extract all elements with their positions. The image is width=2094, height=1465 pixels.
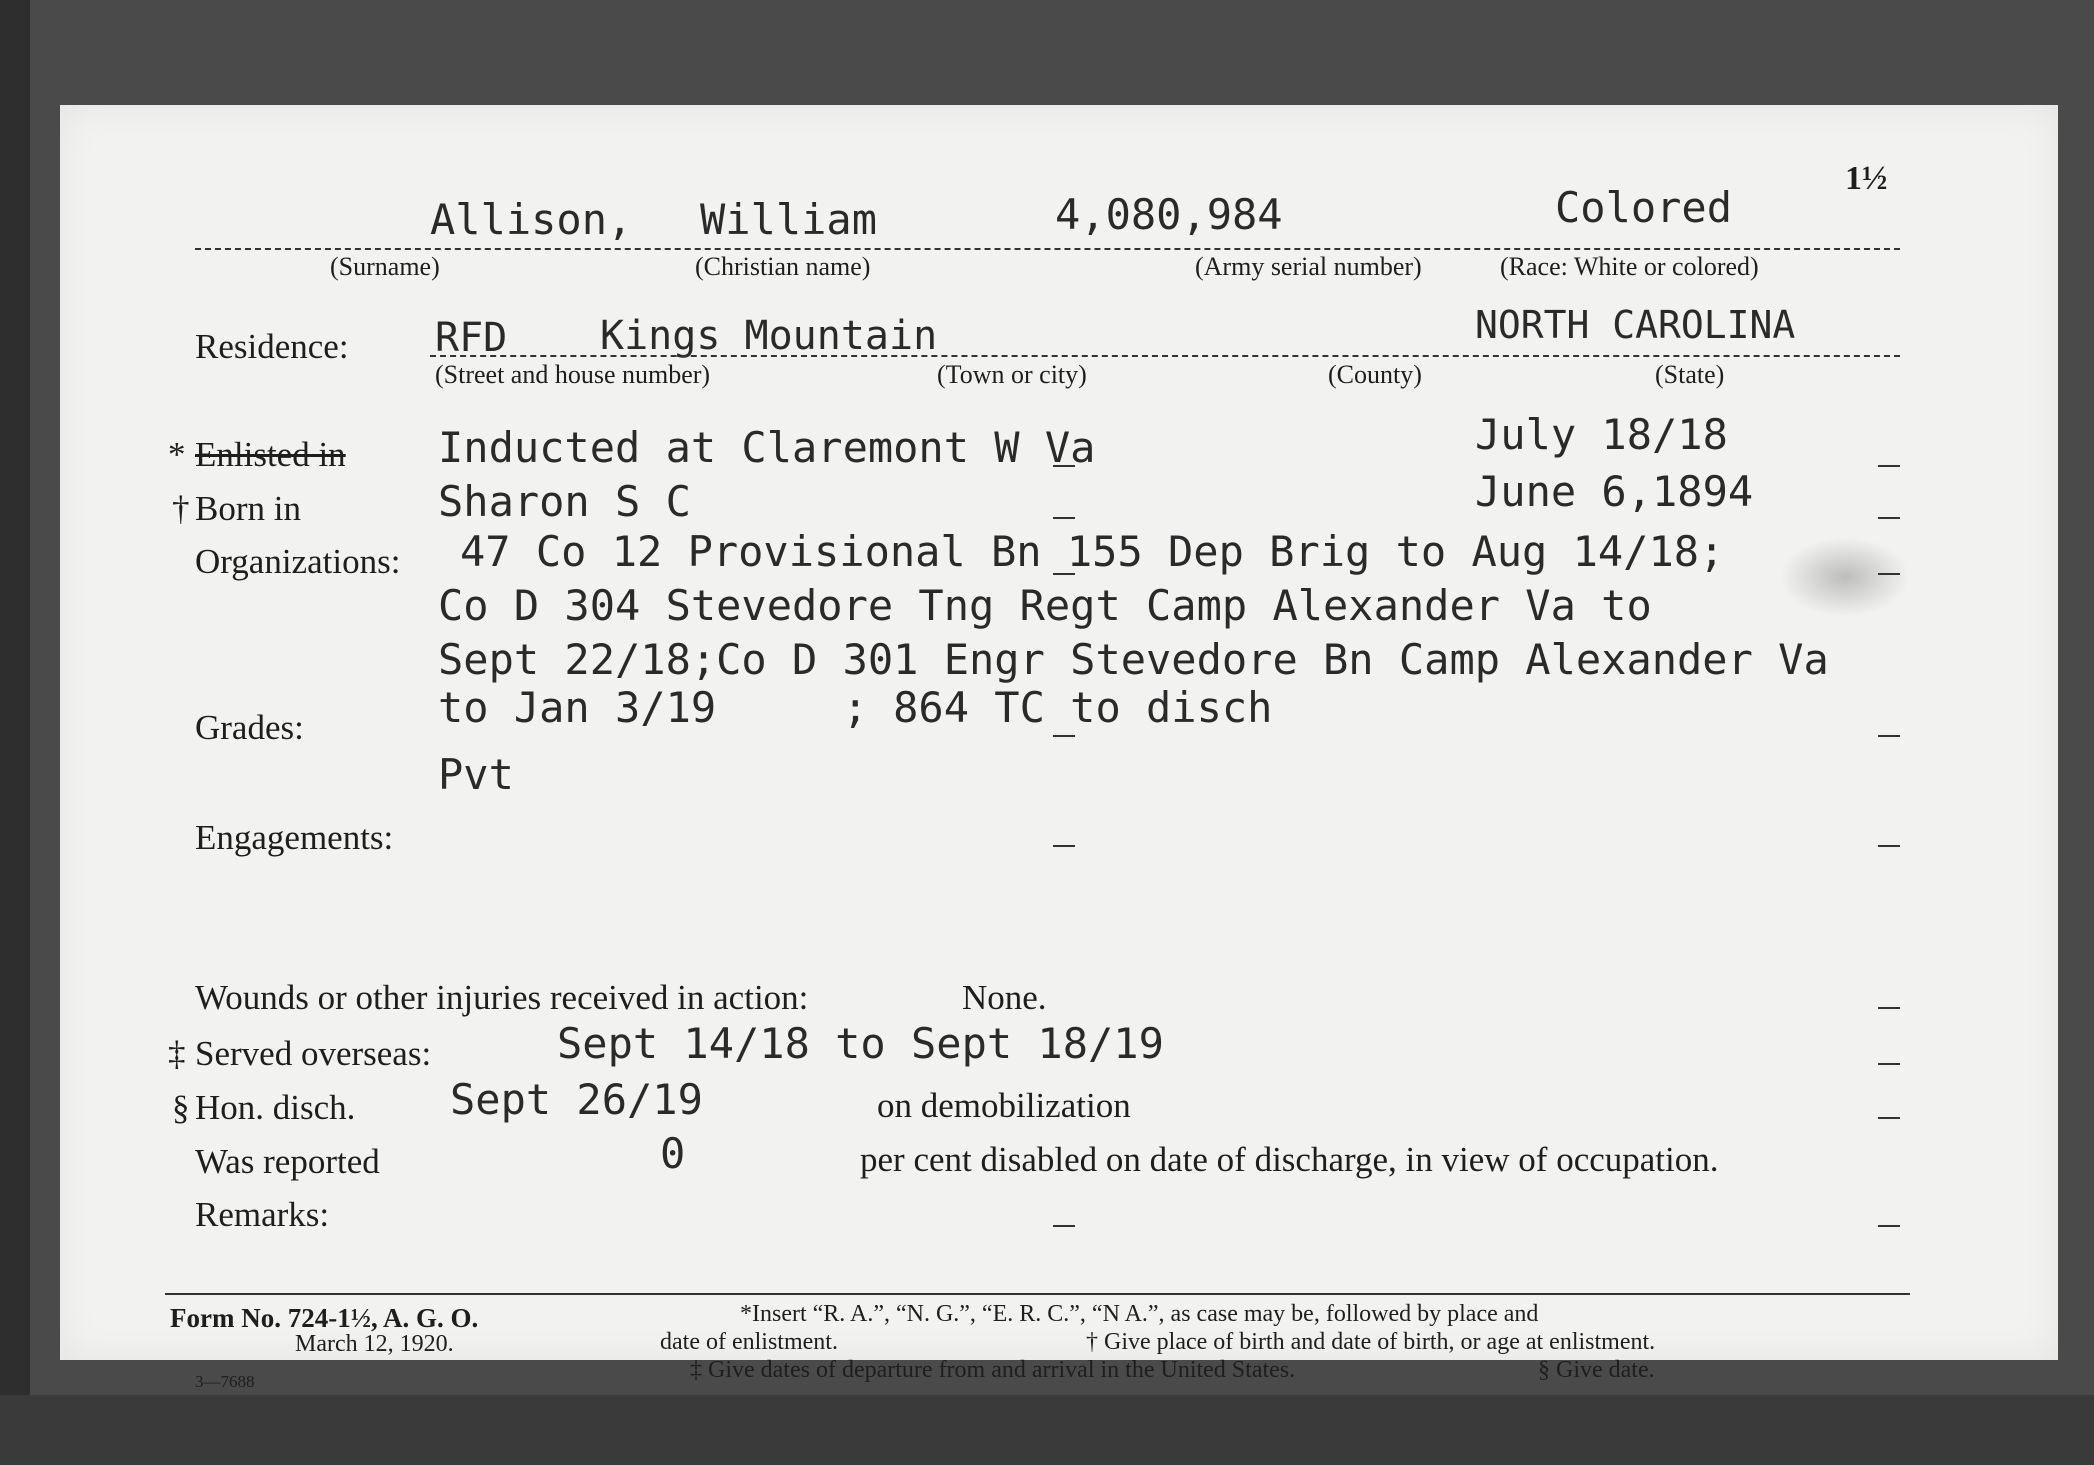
enlisted-marker: *	[168, 435, 186, 474]
tick-mark	[1878, 845, 1900, 847]
surname-caption: (Surname)	[330, 252, 440, 281]
enlisted-value: Inducted at Claremont W Va	[438, 423, 1096, 472]
disability-percent-value: 0	[660, 1129, 686, 1178]
grades-label: Grades:	[195, 708, 304, 747]
tick-mark	[1878, 573, 1900, 575]
footnote-birth: † Give place of birth and date of birth, or age at enlistment.	[1086, 1329, 1656, 1355]
engagements-label: Engagements:	[195, 818, 394, 857]
residence-street-value: RFD	[435, 315, 508, 361]
tick-mark	[1053, 465, 1075, 467]
organizations-label: Organizations:	[195, 542, 401, 581]
race-value: Colored	[1555, 183, 1733, 232]
organization-line: Sept 22/18;Co D 301 Engr Stevedore Bn Camp Alexander Va	[438, 635, 1829, 684]
discharge-note: on demobilization	[877, 1086, 1131, 1125]
tick-mark	[1878, 735, 1900, 737]
residence-town-value: Kings Mountain	[600, 313, 938, 359]
discharge-label: Hon. disch.	[195, 1088, 356, 1127]
tick-mark	[1053, 1225, 1075, 1227]
born-label: Born in	[195, 489, 301, 528]
organization-line: to Jan 3/19 ; 864 TC to disch	[438, 683, 1273, 732]
scan-border-bottom	[0, 1395, 2094, 1465]
organization-line: Co D 304 Stevedore Tng Regt Camp Alexander Va to	[438, 581, 1652, 630]
tick-mark	[1053, 735, 1075, 737]
discharge-marker: §	[172, 1088, 190, 1127]
serial-number-value: 4,080,984	[1055, 190, 1283, 239]
organization-line: 47 Co 12 Provisional Bn 155 Dep Brig to Aug 14/18;	[460, 527, 1725, 576]
tick-mark	[1053, 517, 1075, 519]
born-value: Sharon S C	[438, 477, 691, 526]
born-date: June 6,1894	[1475, 467, 1754, 516]
christian-name-caption: (Christian name)	[695, 252, 871, 281]
overseas-label: Served overseas:	[195, 1034, 432, 1073]
tick-mark	[1878, 1117, 1900, 1119]
form-date: March 12, 1920.	[295, 1331, 454, 1357]
footnote-enlistment-cont: date of enlistment.	[660, 1329, 838, 1355]
scan-border-left	[0, 0, 30, 1465]
enlisted-label: Enlisted in	[195, 435, 346, 474]
overseas-marker: ‡	[168, 1034, 186, 1073]
remarks-label: Remarks:	[195, 1195, 330, 1234]
residence-state-value: NORTH CAROLINA	[1475, 303, 1796, 347]
wounds-value: None.	[962, 978, 1047, 1017]
race-caption: (Race: White or colored)	[1500, 252, 1759, 281]
corner-mark: 1½	[1845, 160, 1888, 197]
print-code: 3—7688	[195, 1372, 255, 1391]
county-caption: (County)	[1328, 360, 1422, 389]
tick-mark	[1878, 465, 1900, 467]
reported-note: per cent disabled on date of discharge, in view of occupation.	[860, 1140, 1719, 1179]
born-marker: †	[172, 489, 190, 528]
street-caption: (Street and house number)	[435, 360, 711, 389]
footnote-enlistment: *Insert “R. A.”, “N. G.”, “E. R. C.”, “N A.”, as case may be, followed by place and	[740, 1301, 1539, 1327]
state-caption: (State)	[1655, 360, 1725, 389]
footnote-overseas: ‡ Give dates of departure from and arrival in the United States.	[690, 1357, 1296, 1383]
residence-label: Residence:	[195, 327, 349, 366]
grades-value: Pvt	[438, 750, 514, 799]
footer-rule	[165, 1293, 1910, 1295]
town-caption: (Town or city)	[937, 360, 1087, 389]
tick-mark	[1878, 517, 1900, 519]
tick-mark	[1053, 845, 1075, 847]
name-line	[195, 248, 1900, 250]
serial-caption: (Army serial number)	[1195, 252, 1422, 281]
christian-name-value: William	[700, 195, 878, 244]
service-record-card	[60, 105, 2058, 1391]
ink-smudge	[1780, 537, 1910, 617]
footnote-discharge: § Give date.	[1538, 1357, 1655, 1383]
reported-label: Was reported	[195, 1142, 380, 1181]
discharge-value: Sept 26/19	[450, 1075, 703, 1124]
surname-value: Allison,	[430, 195, 633, 244]
enlisted-date: July 18/18	[1475, 410, 1728, 459]
tick-mark	[1878, 1063, 1900, 1065]
form-number: Form No. 724-1½, A. G. O.	[170, 1303, 479, 1333]
wounds-label: Wounds or other injuries received in action:	[195, 978, 809, 1017]
tick-mark	[1878, 1225, 1900, 1227]
tick-mark	[1878, 1007, 1900, 1009]
overseas-value: Sept 14/18 to Sept 18/19	[557, 1019, 1164, 1068]
tick-mark	[1053, 573, 1075, 575]
residence-line	[430, 355, 1900, 357]
